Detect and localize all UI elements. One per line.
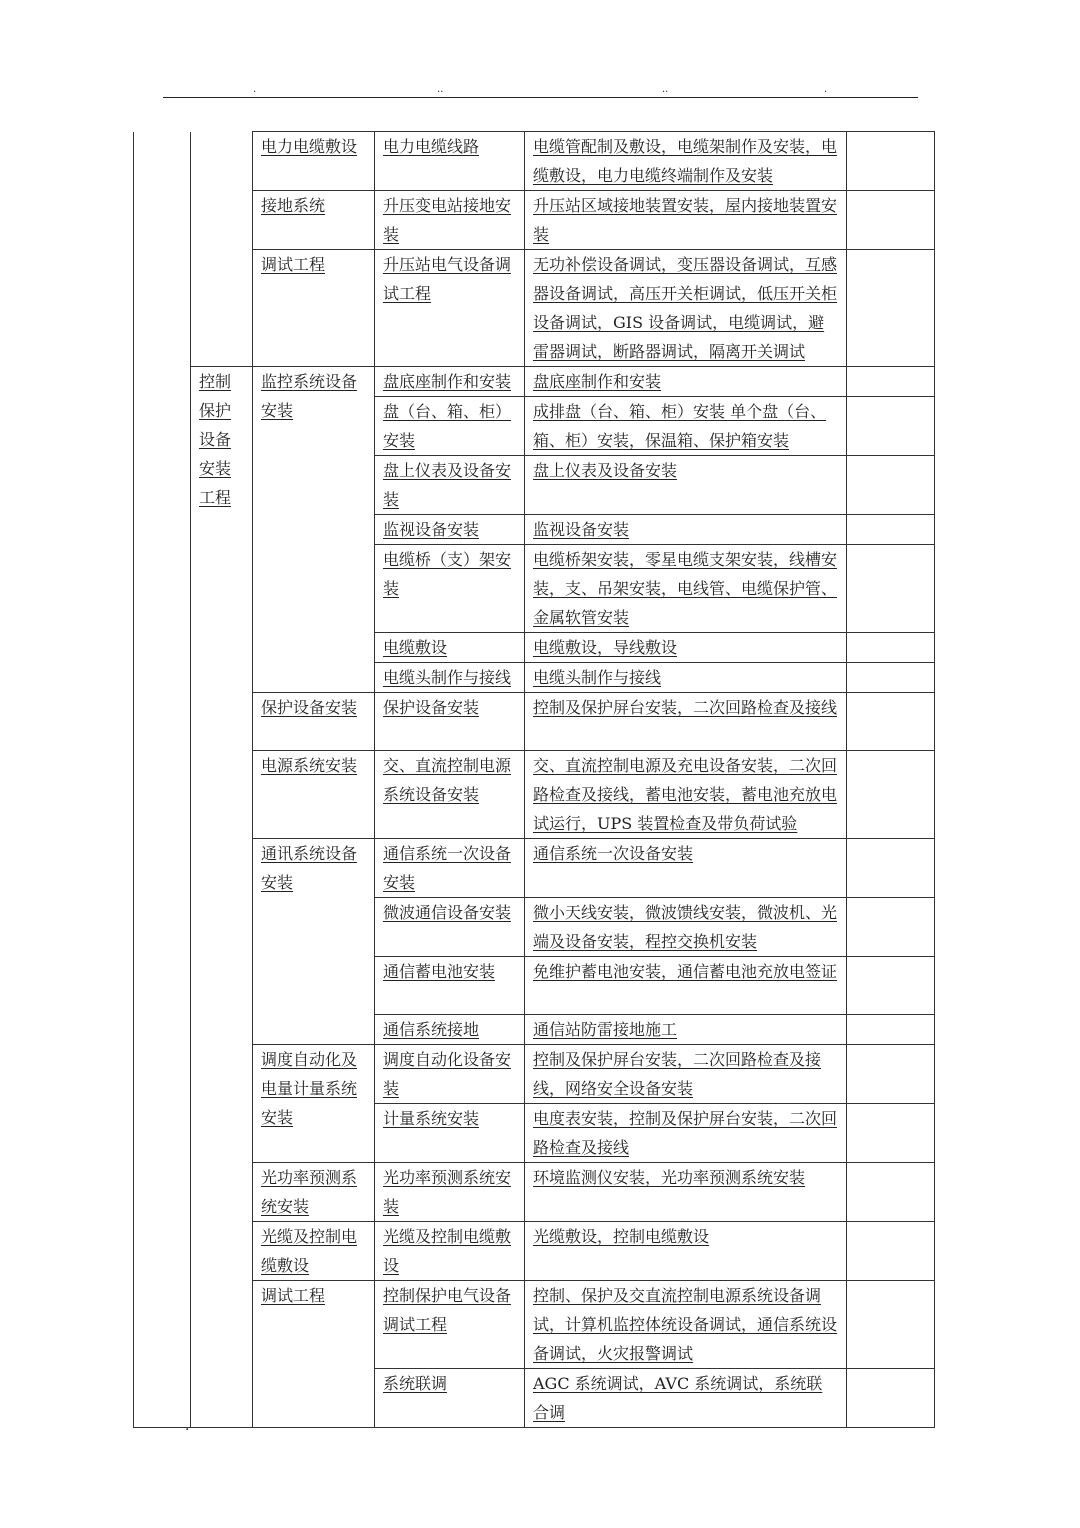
table-row [134, 839, 935, 898]
content-cell-text: 电缆敷设，导线敷设 [533, 638, 678, 657]
unit-project-cell-text: 调试工程 [261, 1286, 326, 1305]
sub-project-cell-text: 盘底座制作和安装 [383, 372, 512, 391]
content-cell-text: 环境监测仪安装，光功率预测系统安装 [533, 1168, 806, 1187]
unit-project-cell [253, 1045, 375, 1163]
unit-project-cell-text: 通讯系统设备安装 [261, 844, 358, 892]
sub-project-cell [375, 545, 525, 633]
sub-project-cell-text: 保护设备安装 [383, 698, 480, 717]
sub-project-cell-text: 系统联调 [383, 1374, 448, 1393]
content-cell-text: 控制及保护屏台安装，二次回路检查及接线 [533, 698, 838, 717]
sub-project-cell-text: 光功率预测系统安装 [383, 1168, 512, 1216]
sub-project-cell [375, 1015, 525, 1045]
content-cell-text: 电缆桥架安装，零星电缆支架安装，线槽安装，支、吊架安装，电线管、电缆保护管、金属软管安装 [533, 550, 838, 627]
footer-mark: . [185, 1418, 190, 1434]
content-cell [525, 1015, 847, 1045]
unit-project-cell [253, 1163, 375, 1222]
index-cell [134, 132, 191, 1428]
unit-project-cell [253, 693, 375, 751]
content-cell-text: 微小天线安装，微波馈线安装，微波机、光端及设备安装，程控交换机安装 [533, 903, 838, 951]
sub-project-cell [375, 898, 525, 957]
content-cell [525, 693, 847, 751]
remark-cell [847, 367, 935, 397]
sub-project-cell-text: 控制保护电气设备调试工程 [383, 1286, 512, 1334]
content-cell [525, 1369, 847, 1428]
table-row [134, 1163, 935, 1222]
content-cell [525, 250, 847, 367]
remark-cell [847, 693, 935, 751]
sub-project-cell [375, 839, 525, 898]
unit-project-cell-text: 调度自动化及电量计量系统安装 [261, 1050, 358, 1127]
sub-project-cell [375, 250, 525, 367]
content-cell-text: 监视设备安装 [533, 520, 630, 539]
unit-project-cell [253, 1281, 375, 1428]
content-cell [525, 898, 847, 957]
unit-project-cell-text: 电源系统安装 [261, 756, 358, 775]
sub-project-cell-text: 计量系统安装 [383, 1109, 480, 1128]
unit-project-cell [253, 839, 375, 1045]
sub-project-cell [375, 1104, 525, 1163]
content-cell [525, 367, 847, 397]
unit-project-cell [253, 367, 375, 693]
sub-project-cell [375, 663, 525, 693]
category-cell [191, 367, 253, 1428]
sub-project-cell-text: 调度自动化设备安装 [383, 1050, 512, 1098]
content-cell-text: 盘底座制作和安装 [533, 372, 662, 391]
content-cell-text: 电度表安装，控制及保护屏台安装，二次回路检查及接线 [533, 1109, 838, 1157]
remark-cell [847, 1222, 935, 1281]
category-cell [191, 132, 253, 367]
sub-project-cell-text: 通信系统一次设备安装 [383, 844, 512, 892]
remark-cell [847, 132, 935, 191]
content-cell [525, 545, 847, 633]
sub-project-cell-text: 监视设备安装 [383, 520, 480, 539]
sub-project-cell-text: 通信蓄电池安装 [383, 962, 496, 981]
unit-project-cell-text: 电力电缆敷设 [261, 137, 358, 156]
content-cell [525, 515, 847, 545]
sub-project-cell [375, 693, 525, 751]
remark-cell [847, 751, 935, 839]
sub-project-cell-text: 盘上仪表及设备安装 [383, 461, 512, 509]
content-cell-text: 无功补偿设备调试，变压器设备调试，互感器设备调试，高压开关柜调试，低压开关柜设备调试，GIS 设备调试，电缆调试，避雷器调试，断路器调试，隔离开关调试 [533, 255, 838, 361]
table-row [134, 1222, 935, 1281]
sub-project-cell [375, 515, 525, 545]
header-mark: . [253, 84, 257, 95]
sub-project-cell [375, 1281, 525, 1369]
sub-project-cell [375, 456, 525, 515]
sub-project-cell-text: 通信系统接地 [383, 1020, 480, 1039]
sub-project-cell-text: 电缆敷设 [383, 638, 448, 657]
remark-cell [847, 663, 935, 693]
remark-cell [847, 957, 935, 1015]
table-row [134, 1281, 935, 1369]
content-cell [525, 957, 847, 1015]
table-row [134, 132, 935, 191]
unit-project-cell [253, 250, 375, 367]
table-row [134, 250, 935, 367]
sub-project-cell-text: 盘（台、箱、柜）安装 [383, 402, 512, 450]
content-cell-text: 通信站防雷接地施工 [533, 1020, 678, 1039]
unit-project-cell-text: 调试工程 [261, 255, 326, 274]
content-cell-text: 盘上仪表及设备安装 [533, 461, 678, 480]
content-cell-text: 免维护蓄电池安装，通信蓄电池充放电签证 [533, 962, 838, 981]
sub-project-cell [375, 1045, 525, 1104]
table-row [134, 751, 935, 839]
content-cell-text: 电缆头制作与接线 [533, 668, 662, 687]
remark-cell [847, 191, 935, 250]
unit-project-cell [253, 132, 375, 191]
content-cell-text: 光缆敷设，控制电缆敷设 [533, 1227, 710, 1246]
remark-cell [847, 250, 935, 367]
content-cell [525, 191, 847, 250]
unit-project-cell-text: 光功率预测系统安装 [261, 1168, 358, 1216]
content-cell [525, 397, 847, 456]
unit-project-cell [253, 191, 375, 250]
content-cell-text: 交、直流控制电源及充电设备安装，二次回路检查及接线，蓄电池安装，蓄电池充放电试运行，UPS 装置检查及带负荷试验 [533, 756, 838, 833]
remark-cell [847, 839, 935, 898]
content-cell [525, 633, 847, 663]
sub-project-cell-text: 光缆及控制电缆敷设 [383, 1227, 512, 1275]
sub-project-cell [375, 957, 525, 1015]
remark-cell [847, 1281, 935, 1369]
sub-project-cell-text: 升压站电气设备调试工程 [383, 255, 512, 303]
table-row [134, 1045, 935, 1104]
sub-project-cell [375, 397, 525, 456]
remark-cell [847, 633, 935, 663]
content-cell-text: 控制及保护屏台安装，二次回路检查及接线，网络安全设备安装 [533, 1050, 822, 1098]
content-cell [525, 751, 847, 839]
sub-project-cell-text: 电缆头制作与接线 [383, 668, 512, 687]
sub-project-cell-text: 微波通信设备安装 [383, 903, 512, 922]
sub-project-cell [375, 191, 525, 250]
content-cell [525, 1045, 847, 1104]
sub-project-cell [375, 1222, 525, 1281]
content-cell-text: 电缆管配制及敷设，电缆架制作及安装，电缆敷设，电力电缆终端制作及安装 [533, 137, 838, 185]
category-cell-text: 控制保护设备安装工程 [199, 372, 232, 507]
unit-project-cell-text: 监控系统设备安装 [261, 372, 358, 420]
table-row [134, 693, 935, 751]
content-cell [525, 1104, 847, 1163]
unit-project-cell-text: 保护设备安装 [261, 698, 358, 717]
remark-cell [847, 397, 935, 456]
header-rule [163, 97, 918, 98]
content-cell [525, 1222, 847, 1281]
content-cell [525, 132, 847, 191]
content-cell-text: AGC 系统调试，AVC 系统调试，系统联合调 [533, 1374, 823, 1422]
table-row [134, 367, 935, 397]
sub-project-cell [375, 1163, 525, 1222]
remark-cell [847, 1163, 935, 1222]
content-cell [525, 1281, 847, 1369]
unit-project-cell [253, 751, 375, 839]
sub-project-cell [375, 751, 525, 839]
content-cell-text: 成排盘（台、箱、柜）安装 单个盘（台、箱、柜）安装，保温箱、保护箱安装 [533, 402, 827, 450]
unit-project-cell-text: 光缆及控制电缆敷设 [261, 1227, 358, 1275]
remark-cell [847, 1015, 935, 1045]
remark-cell [847, 1104, 935, 1163]
remark-cell [847, 1045, 935, 1104]
remark-cell [847, 545, 935, 633]
content-cell-text: 控制、保护及交直流控制电源系统设备调试，计算机监控体统设备调试，通信系统设备调试，火灾报警调试 [533, 1286, 838, 1363]
content-cell [525, 663, 847, 693]
header-mark: .. [437, 84, 444, 95]
sub-project-cell-text: 电缆桥（支）架安装 [383, 550, 512, 598]
remark-cell [847, 515, 935, 545]
unit-project-cell-text: 接地系统 [261, 196, 326, 215]
sub-project-cell [375, 132, 525, 191]
header-mark: . [824, 84, 828, 95]
sub-project-cell-text: 交、直流控制电源系统设备安装 [383, 756, 512, 804]
remark-cell [847, 1369, 935, 1428]
sub-project-cell [375, 367, 525, 397]
remark-cell [847, 898, 935, 957]
remark-cell [847, 456, 935, 515]
sub-project-cell-text: 电力电缆线路 [383, 137, 480, 156]
work-breakdown-table [133, 131, 935, 1428]
table-row [134, 191, 935, 250]
sub-project-cell [375, 1369, 525, 1428]
header-mark: .. [662, 84, 669, 95]
sub-project-cell-text: 升压变电站接地安装 [383, 196, 512, 244]
content-cell-text: 升压站区域接地装置安装，屋内接地装置安装 [533, 196, 838, 244]
unit-project-cell [253, 1222, 375, 1281]
content-cell [525, 839, 847, 898]
content-cell [525, 456, 847, 515]
content-cell-text: 通信系统一次设备安装 [533, 844, 694, 863]
sub-project-cell [375, 633, 525, 663]
content-cell [525, 1163, 847, 1222]
